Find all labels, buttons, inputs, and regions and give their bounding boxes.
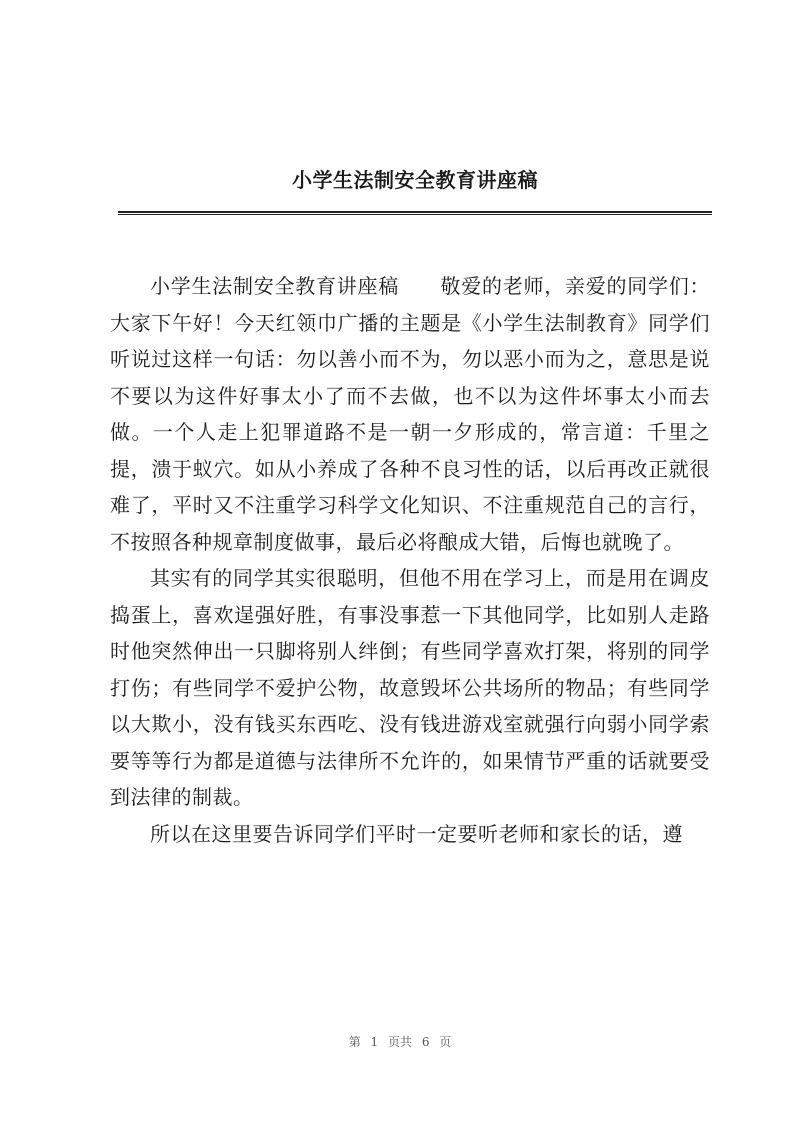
page-number: 第 1 页共 6 页 (348, 1035, 452, 1049)
title-divider (118, 211, 712, 215)
document-body (110, 268, 710, 998)
page-title: 小学生法制安全教育讲座稿 (292, 168, 538, 192)
paragraph: 所以在这里要告诉同学们平时一定要听老师和家长的话，遵 (150, 821, 683, 846)
paragraph: 其实有的同学其实很聪明，但他不用在学习上，而是用在调皮捣蛋上，喜欢逞强好胜，有事没事惹一下其他同学，比如别人走路时他突然伸出一只脚将别人绊倒；有些同学喜欢打架，将别的同学打伤；有些同学不爱护公物，故意毁坏公共场所的物品；有些同学以大欺小，没有钱买东西吃、没有钱进游戏室就强行向弱小同学索要等等行为都是道德与法律所不允许的，如果情节严重的话就要受到法律的制裁。 (110, 566, 710, 809)
paragraph: 小学生法制安全教育讲座稿 敬爱的老师，亲爱的同学们：大家下午好！今天红领巾广播的主题是《小学生法制教育》同学们听说过这样一句话：勿以善小而不为，勿以恶小而为之，意思是说不要以为这件好事太小了而不去做，也不以为这件坏事太小而去做。一个人走上犯罪道路不是一朝一夕形成的，常言道：千里之提，溃于蚁穴。如从小养成了各种不良习性的话，以后再改正就很难了，平时又不注重学习科学文化知识、不注重规范自己的言行，不按照各种规章制度做事，最后必将酿成大错，后悔也就晚了。 (110, 274, 710, 554)
